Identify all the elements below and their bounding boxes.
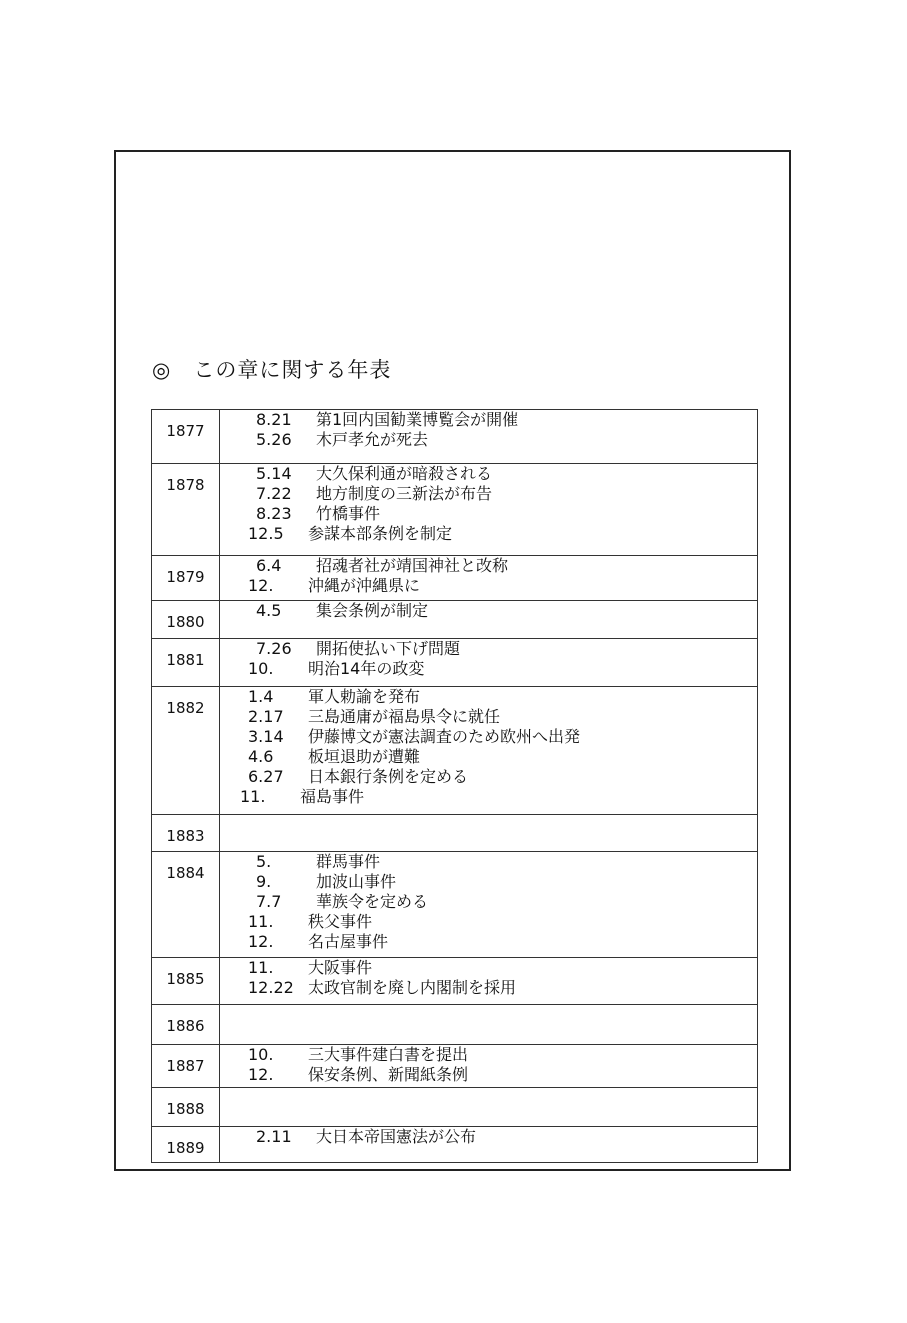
event-line (220, 787, 757, 807)
event-text: 三島通庸が福島県令に就任 (308, 707, 501, 726)
double-circle-icon: ◎ (152, 358, 172, 382)
event-line (220, 484, 757, 504)
event-date: 7.7 (256, 892, 282, 911)
event-date: 4.6 (248, 747, 274, 766)
events-cell (220, 687, 758, 815)
event-line (220, 504, 757, 524)
table-row (152, 1005, 758, 1045)
event-line (220, 767, 757, 787)
event-date: 5.14 (256, 464, 292, 483)
event-date: 10. (248, 1045, 274, 1064)
event-line (220, 978, 757, 998)
year-cell: 1886 (152, 1005, 220, 1045)
event-line (220, 1045, 757, 1065)
event-date: 12. (248, 1065, 274, 1084)
heading-title: この章に関する年表 (193, 358, 392, 382)
event-text: 大久保利通が暗殺される (316, 464, 493, 483)
events-cell (220, 556, 758, 601)
table-row (152, 1088, 758, 1127)
events-cell (220, 601, 758, 639)
timeline-table (151, 409, 758, 1163)
event-line (220, 707, 757, 727)
event-text: 伊藤博文が憲法調査のため欧州へ出発 (308, 727, 581, 746)
event-line (220, 410, 757, 430)
event-text: 第1回内国勧業博覧会が開催 (316, 410, 519, 429)
year-cell: 1882 (152, 687, 220, 815)
events-cell (220, 464, 758, 556)
event-date: 12.5 (248, 524, 284, 543)
events-cell (220, 1045, 758, 1088)
year-cell: 1880 (152, 601, 220, 639)
event-date: 5.26 (256, 430, 292, 449)
event-text: 沖縄が沖縄県に (308, 576, 421, 595)
event-date: 11. (240, 787, 266, 806)
table-row (152, 852, 758, 958)
event-text: 明治14年の政変 (308, 659, 425, 678)
event-text: 三大事件建白書を提出 (308, 1045, 469, 1064)
table-row (152, 601, 758, 639)
event-text: 福島事件 (300, 787, 365, 806)
year-cell: 1883 (152, 815, 220, 852)
event-line (220, 659, 757, 679)
table-row (152, 687, 758, 815)
event-line (220, 687, 757, 707)
event-text: 大日本帝国憲法が公布 (316, 1127, 477, 1146)
event-line (220, 524, 757, 544)
year-cell: 1885 (152, 958, 220, 1005)
events-cell (220, 1127, 758, 1163)
event-text: 招魂者社が靖国神社と改称 (316, 556, 509, 575)
year-cell: 1889 (152, 1127, 220, 1163)
year-cell: 1877 (152, 410, 220, 464)
events-cell (220, 1088, 758, 1127)
event-text: 木戸孝允が死去 (316, 430, 429, 449)
table-row (152, 1127, 758, 1163)
year-cell: 1888 (152, 1088, 220, 1127)
event-text: 太政官制を廃し内閣制を採用 (308, 978, 517, 997)
event-text: 名古屋事件 (308, 932, 389, 951)
event-date: 2.17 (248, 707, 284, 726)
event-date: 1.4 (248, 687, 274, 706)
event-line (220, 1065, 757, 1085)
event-text: 板垣退助が遭難 (308, 747, 421, 766)
event-line (220, 958, 757, 978)
event-date: 12. (248, 932, 274, 951)
table-row (152, 410, 758, 464)
events-cell (220, 1005, 758, 1045)
event-date: 11. (248, 958, 274, 977)
event-text: 大阪事件 (308, 958, 373, 977)
year-cell: 1884 (152, 852, 220, 958)
events-cell (220, 852, 758, 958)
event-line (220, 727, 757, 747)
events-cell (220, 958, 758, 1005)
event-line (220, 872, 757, 892)
year-cell: 1881 (152, 639, 220, 687)
event-date: 6.27 (248, 767, 284, 786)
event-line (220, 852, 757, 872)
timeline-body (152, 410, 758, 1163)
event-date: 8.21 (256, 410, 292, 429)
event-date: 10. (248, 659, 274, 678)
event-line (220, 932, 757, 952)
table-row (152, 464, 758, 556)
events-cell (220, 410, 758, 464)
event-line (220, 576, 757, 596)
year-cell: 1887 (152, 1045, 220, 1088)
table-row (152, 1045, 758, 1088)
event-text: 竹橋事件 (316, 504, 381, 523)
event-text: 華族令を定める (316, 892, 429, 911)
event-date: 8.23 (256, 504, 292, 523)
event-line (220, 556, 757, 576)
event-date: 4.5 (256, 601, 282, 620)
event-date: 6.4 (256, 556, 282, 575)
events-cell (220, 639, 758, 687)
event-date: 11. (248, 912, 274, 931)
event-text: 開拓使払い下げ問題 (316, 639, 461, 658)
event-date: 7.22 (256, 484, 292, 503)
event-date: 3.14 (248, 727, 284, 746)
events-cell (220, 815, 758, 852)
event-date: 12. (248, 576, 274, 595)
event-text: 加波山事件 (316, 872, 397, 891)
event-text: 参謀本部条例を制定 (308, 524, 453, 543)
table-row (152, 639, 758, 687)
table-row (152, 958, 758, 1005)
event-text: 集会条例が制定 (316, 601, 429, 620)
event-date: 2.11 (256, 1127, 292, 1146)
year-cell: 1879 (152, 556, 220, 601)
event-line (220, 912, 757, 932)
event-line (220, 747, 757, 767)
event-text: 秩父事件 (308, 912, 373, 931)
table-row (152, 556, 758, 601)
event-date: 7.26 (256, 639, 292, 658)
event-line (220, 430, 757, 450)
event-line (220, 601, 757, 621)
event-line (220, 892, 757, 912)
event-text: 群馬事件 (316, 852, 381, 871)
event-text: 日本銀行条例を定める (308, 767, 469, 786)
event-text: 地方制度の三新法が布告 (316, 484, 493, 503)
event-line (220, 639, 757, 659)
event-line (220, 464, 757, 484)
event-date: 5. (256, 852, 272, 871)
event-date: 12.22 (248, 978, 294, 997)
year-cell: 1878 (152, 464, 220, 556)
section-heading (152, 354, 391, 384)
table-row (152, 815, 758, 852)
event-text: 軍人勅諭を発布 (308, 687, 421, 706)
event-line (220, 1127, 757, 1147)
event-text: 保安条例、新聞紙条例 (308, 1065, 469, 1084)
event-date: 9. (256, 872, 272, 891)
